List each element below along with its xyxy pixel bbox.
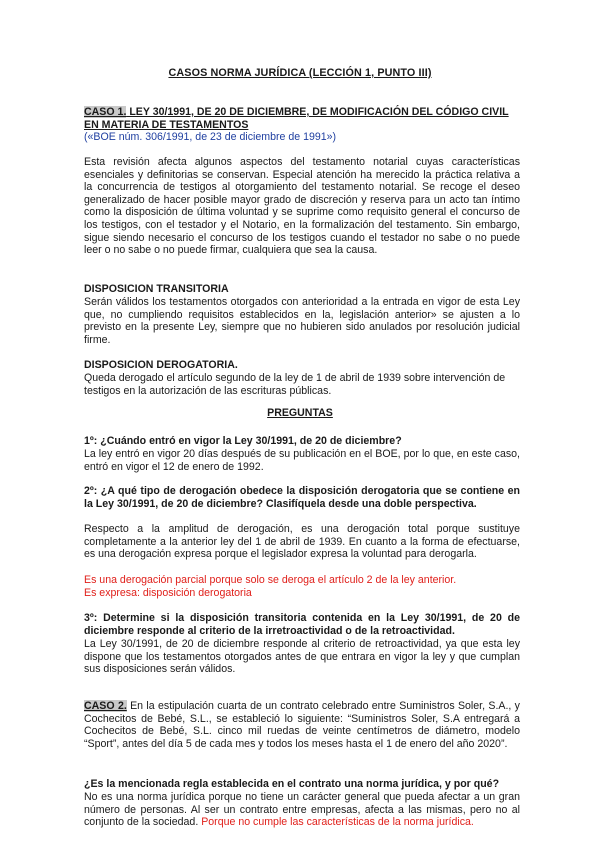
- preguntas-heading: PREGUNTAS: [267, 407, 333, 419]
- derogatoria-text: Queda derogado el artículo segundo de la ley de 1 de abril de 1939 sobre intervención de testigos en la autorización de las escrituras públicas.: [84, 372, 506, 397]
- answer-3: La Ley 30/1991, de 20 de diciembre responde al criterio de retroactividad, ya que esta ley dispone que los testamentos otorgados antes de que entrara en vigor la ley y que cumplan sus disposiciones serán válidos.: [84, 638, 520, 676]
- caso2-answer-text: No es una norma jurídica porque no tiene un carácter general que pueda afectar a un gran número de personas. Al ser un contrato entre empresas, afecta a las mismas, pero no al conjunto de la sociedad.: [84, 791, 520, 829]
- answer-2-note-2: Es expresa: disposición derogatoria: [84, 587, 252, 599]
- question-2: 2º: ¿A qué tipo de derogación obedece la disposición derogatoria que se contiene en la Ley 30/1991, de 20 de diciembre? Clasifíquela desde una doble perspectiva.: [84, 485, 520, 510]
- caso2-body: En la estipulación cuarta de un contrato celebrado entre Suministros Soler, S.A., y Cochecitos de Bebé, S.L., se estableció lo siguiente: “Suministros Soler, S.A entregará a Cochecitos de Bebé, S.L. cinco mil ruedas de veinte centímetros de diámetro, modelo “Sport”, antes del día 5 de cada mes y todos los meses hasta el 1 de enero del año 2020”.: [84, 700, 520, 750]
- caso2-answer: [84, 791, 520, 829]
- answer-1: La ley entró en vigor 20 días después de su publicación en el BOE, por lo que, en este caso, entró en vigor el 12 de enero de 1992.: [84, 448, 520, 473]
- question-3: 3º: Determine si la disposición transitoria contenida en la Ley 30/1991, de 20 de diciembre responde al criterio de la irretroactividad o de la retroactividad.: [84, 612, 520, 637]
- caso1-title: LEY 30/1991, DE 20 DE DICIEMBRE, DE MODIFICACIÓN DEL CÓDIGO CIVIL EN MATERIA DE TESTAMENTOS: [84, 106, 509, 131]
- caso1-label: CASO 1.: [84, 106, 127, 118]
- transitoria-title: DISPOSICION TRANSITORIA: [84, 283, 229, 295]
- answer-2: Respecto a la amplitud de derogación, es una derogación total porque sustituye completamente a la anterior ley del 1 de abril de 1939. En cuanto a la forma de efectuarse, es una derogación expresa porque el legislador expresa la voluntad para derogarla.: [84, 523, 520, 561]
- caso1-intro: Esta revisión afecta algunos aspectos del testamento notarial cuyas características esenciales y definitorias se conservan. Especial atención ha merecido la práctica relativa a la concurrencia de testigos al otorgamiento del testamento notarial. Se recoge el deseo generalizado de hacer posible mayor grado de discreción y reserva para un acto tan íntimo como la disposición de última voluntad y se suprime como requisito general el concurso de los testigos, con el testador y el Notario, en la formalización del testamento. Sin embargo, sigue siendo necesario el concurso de los testigos cuando el testador no sabe o no puede leer o no sabe o no puede firmar, cualquiera que sea la causa.: [84, 156, 520, 257]
- boe-reference: («BOE núm. 306/1991, de 23 de diciembre de 1991»): [84, 131, 337, 143]
- caso2-label: CASO 2.: [84, 700, 127, 712]
- caso2-answer-note: Porque no cumple las características de la norma jurídica.: [198, 816, 474, 829]
- answer-2-note-1: Es una derogación parcial porque solo se deroga el artículo 2 de la ley anterior.: [84, 574, 457, 586]
- question-1: 1º: ¿Cuándo entró en vigor la Ley 30/1991, de 20 de diciembre?: [84, 435, 402, 447]
- caso2-text: [84, 700, 520, 750]
- transitoria-text: Serán válidos los testamentos otorgados con anterioridad a la entrada en vigor de esta Ley que, no cumpliendo requisitos establecidos en la, legislación anterior» se ajusten a lo previsto en la presente Ley, siempre que no hubieren sido anulados por resolución judicial firme.: [84, 296, 520, 346]
- caso1-heading: [84, 106, 520, 131]
- caso2-question: ¿Es la mencionada regla establecida en el contrato una norma jurídica, y por qué?: [84, 778, 500, 790]
- page-title: CASOS NORMA JURÍDICA (LECCIÓN 1, PUNTO III): [168, 67, 432, 79]
- derogatoria-title: DISPOSICION DEROGATORIA.: [84, 359, 238, 371]
